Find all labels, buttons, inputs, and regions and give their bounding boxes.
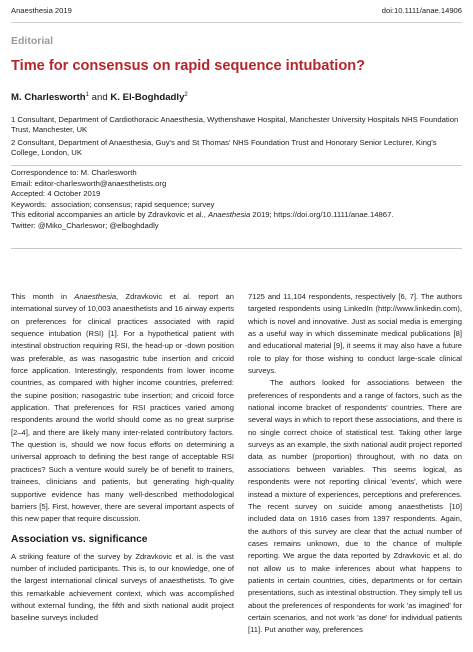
body-paragraph [11,291,234,526]
running-head [11,6,462,18]
journal-name: Anaesthesia [74,292,117,301]
accompanies-pre: This editorial accompanies an article by Zdravkovic et al., [11,210,208,219]
correspondence-line: Correspondence to: M. Charlesworth [11,168,137,177]
accepted-line: Accepted: 4 October 2019 [11,189,101,198]
header-divider [11,22,462,23]
author-2-affil-mark: 2 [184,92,188,98]
author-joiner: and [88,92,111,103]
body-text: , Zdravkovic et al. report an international survey of 10,003 anaesthetists and 16 airway experts on preferences for clinical practices associated with rapid sequence intubation (RSI) [1]. For a hypothetical patient with intestinal obstruction requiring RSI, the head-up or -down position was preferable, as was nasogastric tube insertion and cricoid force application. Interestingly, respondents from lower income countries, as compared with higher income countries, preferred: the supine position; nasogastric tube insertion; and cricoid force application. That preferences for RSI practices varied among respondents around the world should come as no great surprise [2–4], and there are likely many inter-related contributory factors. The question is, should we now focus efforts on determining a universal approach to defining the best range of acceptable RSI practices? Such a venture would surely be of benefit to trainers, trainees, clinicians and patients, but generating high-quality supportive evidence has many well-described methodological barriers [5]. First, however, there are several important aspects of this new paper that require discussion. [11,292,234,524]
accompanies-line [11,210,462,221]
twitter-line: Twitter: @Miko_Charleswor; @elboghdadly [11,220,159,230]
accompanies-journal: Anaesthesia [207,210,251,219]
author-1-affil-mark: 1 [85,92,89,98]
section-heading: Association vs. significance [11,533,148,545]
email-line[interactable]: Email: editor-charlesworth@anaesthetists.org [11,178,167,188]
body-column-left [11,291,234,625]
body-paragraph: The authors looked for associations between the preferences of respondents and a range of factors, such as the national income bracket of respondents' countries. There are several ways in which to report these associations, and there is no single correct choice of statistical test. Taking other large surveys as an example, the sixth national audit project reported data as number (proportion) throughout, with no data on associations between variables. This seems logical, as respondents were not reporting clinical 'events', which were instead a mixture of experiences, perceptions and preferences. The recent survey on suicide among anaesthetists [10] included data on 1916 cases from 1397 respondents. Again, the authors of this survey are clear that the actual number of cases remains unknown, due to the chance of multiple reporting. We argue the data reported by Zdravkovic et al. do not allow us to make inferences about what happens to patients in certain countries, cities, departments or for certain presentations, such as intestinal obstruction. They simply tell us about the preferences of respondents for work 'as imagined' for certain scenarios, and not work 'as done' for individual patients [11]. Put another way, preferences [248,378,462,635]
article-title: Time for consensus on rapid sequence intubation? [11,58,366,74]
author-2-name: K. El-Boghdadly [110,92,185,103]
body-paragraph: 7125 and 11,104 respondents, respectively [6, 7]. The authors targeted respondents using LinkedIn (http://www.linkedin.com), which is novel and innovative. Just as social media is emerging as a useful way in which disseminate medical publications [8] and educational material [9], it seems it may also have a future role to play for those wishing to conduct large-scale clinical surveys. [248,292,462,376]
affiliation-1: 1 Consultant, Department of Cardiothoracic Anaesthesia, Wythenshawe Hospital, Manchester University Hospitals NHS Foundation Trust, Manchester, UK [11,115,459,135]
author-1-name: M. Charlesworth [11,92,86,103]
meta-divider-top [11,165,462,166]
author-line [11,92,188,103]
body-paragraph: A striking feature of the survey by Zdravkovic et al. is the vast number of included participants. This is, to our knowledge, one of the largest international clinical surveys of anaesthetists. To give this remarkable achievement context, which was accomplished without external funding, the fifth and sixth national audit project baseline surveys included [11,551,234,623]
body-text: This month in [11,292,75,301]
journal-running-title: Anaesthesia 2019 [11,6,72,15]
affiliation-2: 2 Consultant, Department of Anaesthesia, Guy's and St Thomas' NHS Foundation Trust and Honorary Senior Lecturer, King's College, London, UK [11,138,437,158]
article-metadata [11,168,462,231]
keywords-line: Keywords: association; consensus; rapid sequence; survey [11,199,215,209]
body-column-right [248,291,462,637]
meta-divider-bottom [11,248,462,249]
doi-running-label: doi:10.1111/anae.14906 [381,6,462,15]
section-label: Editorial [11,35,54,47]
accompanies-doi[interactable]: 2019; https://doi.org/10.1111/anae.14867. [250,210,394,219]
